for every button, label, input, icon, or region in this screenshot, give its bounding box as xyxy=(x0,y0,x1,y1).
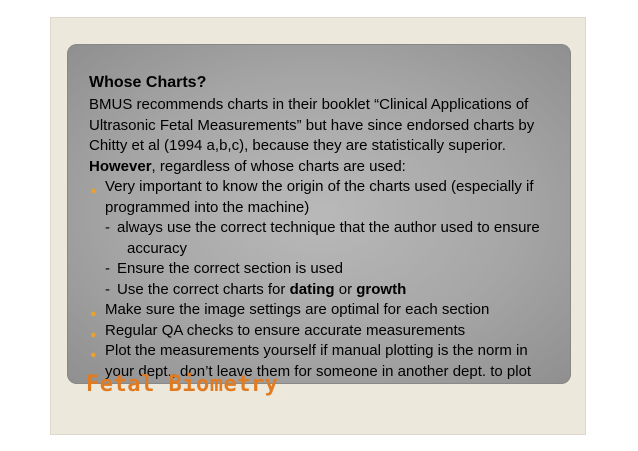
bullet-4-line-1: Plot the measurements yourself if manual plotting is the norm in xyxy=(105,342,528,359)
bullet-1-line-1: Very important to know the origin of the charts used (especially if xyxy=(105,178,534,195)
sub-1-line-1: always use the correct technique that the author used to ensure xyxy=(117,219,540,236)
bullet-item xyxy=(89,177,559,218)
slide-heading: Whose Charts? xyxy=(89,74,207,91)
dash-icon: - xyxy=(105,280,110,298)
sub-item xyxy=(89,218,559,259)
bullet-2: Make sure the image settings are optimal for each section xyxy=(105,301,490,318)
sub-2: Ensure the correct section is used xyxy=(117,260,343,277)
sub-item xyxy=(89,259,559,280)
bullet-4-line-2: your dept., don’t leave them for someone in another dept. to plot xyxy=(105,362,532,380)
bullet-icon: ● xyxy=(90,349,97,361)
content-text xyxy=(89,72,559,382)
slide-title: Fetal Biometry xyxy=(86,372,279,397)
bullet-icon: ● xyxy=(90,185,97,197)
sub-3-mid: or xyxy=(334,280,357,298)
intro-paragraph: BMUS recommends charts in their booklet “Clinical Applications of Ultrasonic Fetal Measurements” but have since endorsed charts by Chitty et al (1994 a,b,c), because they are statistically superior. xyxy=(89,96,535,154)
sub-3-growth: growth xyxy=(356,280,407,298)
dash-icon: - xyxy=(105,260,110,277)
slide xyxy=(50,17,586,435)
bullet-icon: ● xyxy=(90,308,97,320)
however-rest: , regardless of whose charts are used: xyxy=(151,157,406,175)
sub-3-prefix: Use the correct charts for xyxy=(117,280,290,298)
bullet-item xyxy=(89,321,559,342)
sub-3-dating: dating xyxy=(289,280,335,298)
bullet-item xyxy=(89,300,559,321)
dash-icon: - xyxy=(105,219,110,236)
however-bold: However xyxy=(89,157,152,175)
bullet-1-line-2: programmed into the machine) xyxy=(105,198,310,216)
sub-1-line-2: accuracy xyxy=(127,239,188,257)
sub-item xyxy=(89,280,559,301)
bullet-icon: ● xyxy=(90,328,97,341)
however-line xyxy=(89,157,559,178)
bullet-3: Regular QA checks to ensure accurate measurements xyxy=(105,321,466,339)
content-panel xyxy=(67,44,571,384)
